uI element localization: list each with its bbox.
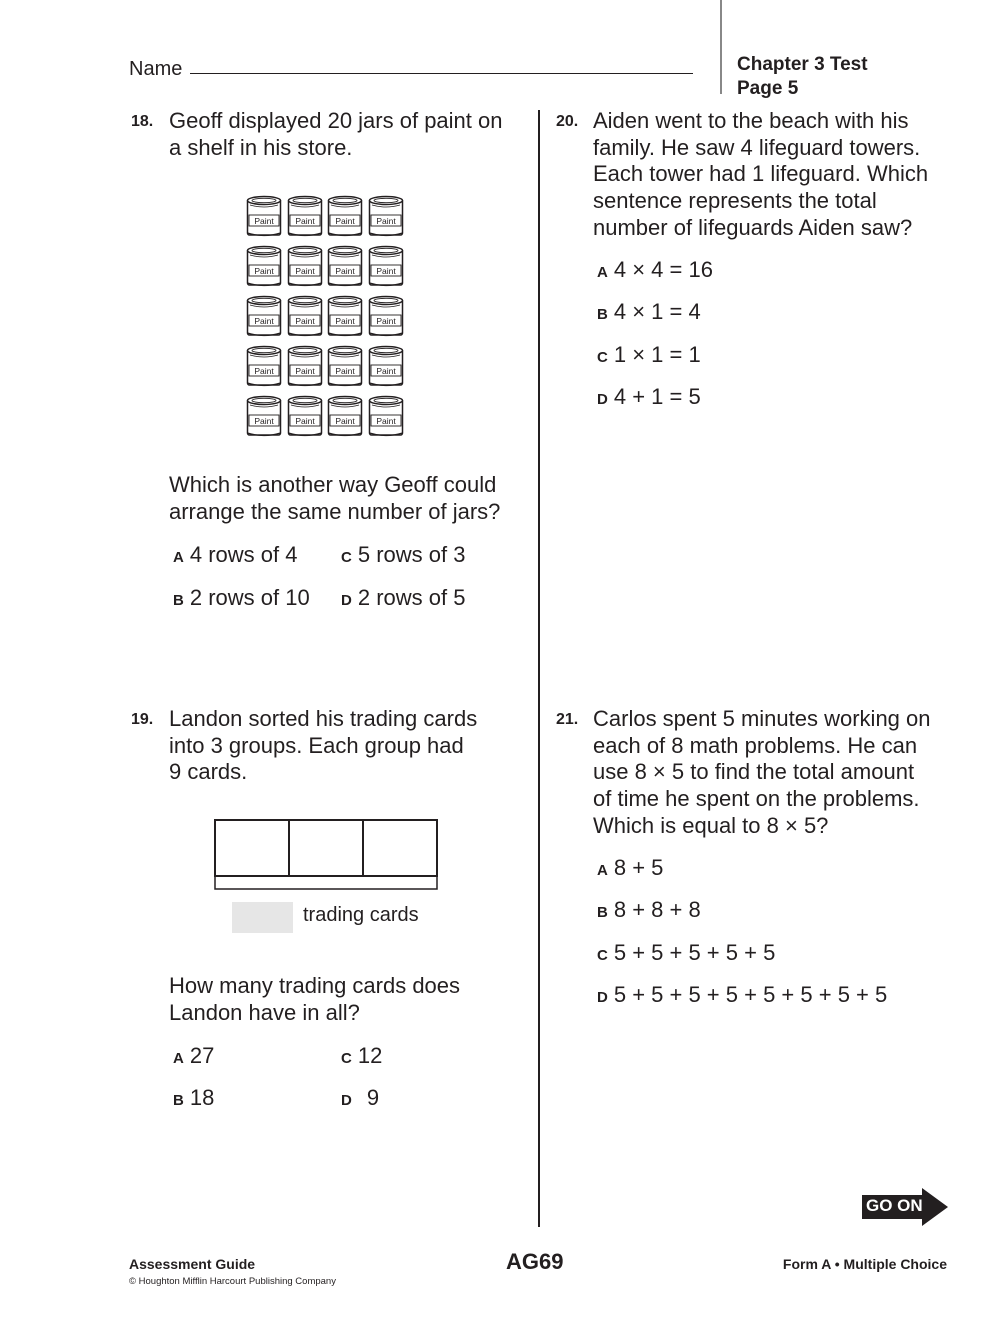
option-text: 8 + 8 + 8 [613,897,701,922]
page-label: Page 5 [737,78,799,99]
paint-jar-icon [368,345,404,388]
option-letter: C [597,349,608,366]
jar-label: Paint [335,416,355,426]
option-letter: B [597,904,608,921]
q18-text-line: Geoff displayed 20 jars of paint on [169,108,503,133]
option-letter: D [341,1092,352,1109]
q18-question [169,472,500,525]
q20-text-line: sentence represents the total [593,188,877,214]
jar-label: Paint [375,316,396,326]
paint-jar-icon [368,245,404,288]
q19-question-line: Landon have in all? [169,999,360,1025]
q20-text-line: Each tower had 1 lifeguard. Which [593,161,929,187]
tape-bracket [214,877,438,891]
jar-label: Paint [335,216,355,226]
paint-jar-icon [287,245,323,288]
paint-jar-icon [327,295,363,338]
q19-number: 19. [131,711,154,728]
q19-text-line: into 3 groups. Each group had [169,732,464,758]
paint-jar-icon [246,345,282,388]
option-text: 4 × 1 = 4 [613,299,701,324]
option-letter: B [173,1092,184,1109]
q20-text [593,108,928,242]
paint-jar-icon [327,245,363,288]
jar-label: Paint [254,316,274,326]
paint-jar-icon [368,195,404,238]
q21-text-line: use 8 × 5 to find the total amount [593,759,915,785]
option-text: 12 [357,1043,383,1068]
paint-jar-icon [368,295,404,338]
option-text: 4 rows of 4 [189,542,298,567]
q21-text-line: Which is equal to 8 × 5? [593,812,829,838]
footer-copyright: © Houghton Mifflin Harcourt Publishing Company [129,1276,336,1287]
q21-option-a[interactable] [597,855,663,884]
go-on-label: GO ON [866,1196,923,1215]
option-letter: A [597,264,608,281]
option-letter: B [173,592,184,609]
option-letter: B [597,306,608,323]
footer-right: Form A • Multiple Choice [782,1256,947,1272]
tape-label: trading cards [303,904,419,926]
option-letter: C [341,549,352,566]
tape-divider [288,819,290,877]
header-divider [720,0,722,94]
paint-jar-icon [246,195,282,238]
jar-label: Paint [335,366,355,376]
option-text: 2 rows of 5 [357,585,466,610]
q21-option-d[interactable] [597,982,887,1011]
jar-label: Paint [375,366,396,376]
q18-question-line: Which is another way Geoff could [169,472,497,497]
q20-option-d[interactable] [597,384,701,413]
jar-label: Paint [294,416,315,426]
option-letter: D [597,989,608,1006]
paint-jar-icon [246,245,282,288]
q18-option-c[interactable] [341,542,465,571]
option-text: 2 rows of 10 [189,585,310,610]
q18-option-d[interactable] [341,585,465,614]
name-line[interactable] [190,73,693,74]
footer-left: Assessment Guide [129,1256,256,1272]
jar-label: Paint [294,266,315,276]
tape-total-blank[interactable] [232,902,293,933]
q21-text [593,706,931,840]
q21-option-c[interactable] [597,940,775,969]
option-letter: A [173,1050,184,1067]
paint-jar-icon [246,395,282,438]
jar-label: Paint [375,216,396,226]
q21-option-b[interactable] [597,897,701,926]
q20-option-c[interactable] [597,342,701,371]
q21-text-line: of time he spent on the problems. [593,786,920,812]
q21-text-line: Carlos spent 5 minutes working on [593,706,931,731]
q20-text-line: Aiden went to the beach with his [593,108,909,133]
option-letter: D [597,391,608,408]
jar-label: Paint [254,266,274,276]
q20-option-a[interactable] [597,257,713,286]
chapter-title: Chapter 3 Test [737,54,868,75]
option-text: 1 × 1 = 1 [613,342,701,367]
option-text: 27 [189,1043,215,1068]
q19-text-line: 9 cards. [169,759,248,785]
jar-label: Paint [294,216,315,226]
jar-label: Paint [254,216,274,226]
paint-jar-icon [368,395,404,438]
option-text: 4 × 4 = 16 [613,257,713,282]
q18-text [169,108,502,161]
q18-question-line: arrange the same number of jars? [169,498,501,524]
q20-number: 20. [556,113,579,130]
paint-jar-icon [246,295,282,338]
paint-jar-icon [287,395,323,438]
jar-label: Paint [254,416,274,426]
q20-text-line: family. He saw 4 lifeguard towers. [593,134,921,160]
q19-text [169,706,477,786]
option-letter: C [341,1050,352,1067]
q19-question-line: How many trading cards does [169,973,461,998]
option-letter: D [341,592,352,609]
q19-option-d[interactable] [341,1085,379,1114]
jar-label: Paint [335,266,355,276]
q21-text-line: each of 8 math problems. He can [593,732,918,758]
jar-label: Paint [335,316,355,326]
paint-jar-icon [327,195,363,238]
q19-option-b[interactable] [173,1085,214,1114]
option-letter: C [597,947,608,964]
q20-option-b[interactable] [597,299,701,328]
option-text: 5 + 5 + 5 + 5 + 5 [613,940,776,965]
paint-jar-icon [327,395,363,438]
jar-label: Paint [254,366,274,376]
q20-text-line: number of lifeguards Aiden saw? [593,214,913,240]
name-label: Name [129,58,183,80]
jar-label: Paint [294,366,315,376]
chapter-heading [737,53,868,101]
tape-diagram [214,819,438,877]
q18-text-line: a shelf in his store. [169,134,353,160]
paint-jar-icon [287,295,323,338]
q19-text-line: Landon sorted his trading cards [169,706,478,731]
option-text: 18 [189,1085,215,1110]
q19-option-a[interactable] [173,1043,214,1072]
option-letter: A [173,549,184,566]
jar-label: Paint [375,416,396,426]
q19-option-c[interactable] [341,1043,382,1072]
option-text: 5 + 5 + 5 + 5 + 5 + 5 + 5 + 5 [613,982,888,1007]
option-text: 8 + 5 [613,855,664,880]
jar-label: Paint [294,316,315,326]
option-letter: A [597,862,608,879]
paint-jar-icon [327,345,363,388]
option-text: 5 rows of 3 [357,542,466,567]
q21-number: 21. [556,711,579,728]
paint-jar-icon [287,195,323,238]
q18-option-a[interactable] [173,542,297,571]
option-text: 9 [366,1085,380,1110]
tape-divider [362,819,364,877]
column-divider [538,110,540,1227]
footer-page-number: AG69 [506,1249,564,1274]
q19-question [169,973,460,1026]
option-text: 4 + 1 = 5 [613,384,701,409]
q18-option-b[interactable] [173,585,310,614]
q18-number: 18. [131,113,154,130]
jar-label: Paint [375,266,396,276]
paint-jar-icon [287,345,323,388]
